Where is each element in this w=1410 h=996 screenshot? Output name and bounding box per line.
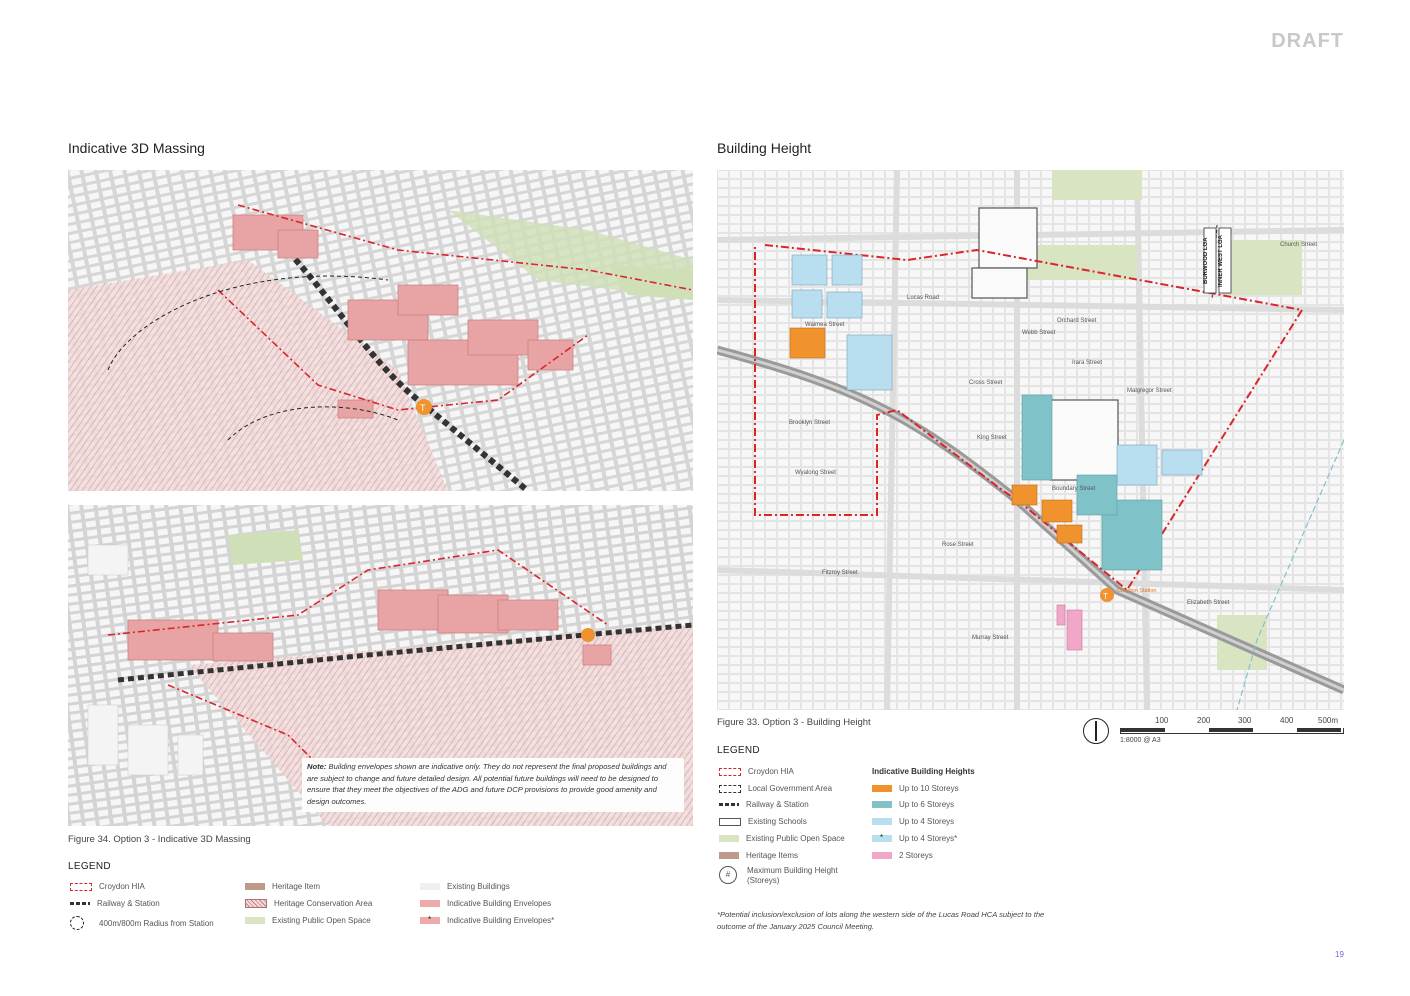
legend-existing-buildings: Existing Buildings xyxy=(420,882,510,891)
street-lucas: Lucas Road xyxy=(907,295,940,301)
legend-envelopes: Indicative Building Envelopes xyxy=(420,899,551,908)
right-legend-title: LEGEND xyxy=(717,745,760,756)
scale-tick-500: 500m xyxy=(1318,716,1339,725)
street-webb: Webb Street xyxy=(1022,330,1056,336)
legend-r-heritage: Heritage Items xyxy=(719,851,798,860)
legend-r-croydon-hia: Croydon HIA xyxy=(719,767,794,776)
building-height-map xyxy=(717,170,1344,710)
hca-swatch xyxy=(245,899,267,908)
envelope-swatch xyxy=(420,900,440,907)
building-height-title: Building Height xyxy=(717,140,812,156)
street-elizabeth: Elizabeth Street xyxy=(1187,600,1230,606)
existing-swatch xyxy=(420,883,440,890)
legend-h-4: Up to 4 Storeys xyxy=(872,817,954,826)
legend-envelopes-star: * Indicative Building Envelopes* xyxy=(420,916,554,925)
figure-33-caption: Figure 33. Option 3 - Building Height xyxy=(717,717,871,728)
railway-swatch xyxy=(719,803,739,806)
scale-tick-300: 300 xyxy=(1238,716,1252,725)
scale-tick-400: 400 xyxy=(1280,716,1294,725)
hia-swatch xyxy=(70,883,92,891)
pink-swatch xyxy=(872,852,892,859)
lightblue-swatch xyxy=(872,818,892,825)
heights-subtitle: Indicative Building Heights xyxy=(872,767,975,776)
open-space-swatch xyxy=(719,835,739,842)
legend-hca: Heritage Conservation Area xyxy=(245,899,372,908)
legend-r-lga: Local Government Area xyxy=(719,784,832,793)
street-irara: Irara Street xyxy=(1072,360,1103,366)
street-king: King Street xyxy=(977,435,1007,441)
school-swatch xyxy=(719,818,741,826)
left-legend-title: LEGEND xyxy=(68,861,111,872)
scale-bar xyxy=(1120,728,1344,734)
heritage-swatch xyxy=(245,883,265,890)
open-space-swatch xyxy=(245,917,265,924)
massing-note xyxy=(302,758,684,812)
legend-h-6: Up to 6 Storeys xyxy=(872,800,954,809)
street-waimea: Waimea Street xyxy=(805,322,845,328)
massing-title: Indicative 3D Massing xyxy=(68,140,205,156)
footnote: *Potential inclusion/exclusion of lots along the western side of the Lucas Road HCA subject to the outcome of the January 2025 Council Meeting. xyxy=(717,910,1045,931)
burwood-lga-label: BURWOOD LGA xyxy=(1203,237,1209,285)
scale-tick-200: 200 xyxy=(1197,716,1211,725)
hia-swatch xyxy=(719,768,741,776)
legend-r-railway: Railway & Station xyxy=(719,800,809,809)
page-number: 19 xyxy=(1335,950,1344,959)
railway-swatch xyxy=(70,902,90,905)
street-rose: Rose Street xyxy=(942,542,974,548)
street-boundary: Boundary Street xyxy=(1052,486,1096,492)
legend-h-4-star: * Up to 4 Storeys* xyxy=(872,834,957,843)
street-malgregor: Malgregor Street xyxy=(1127,388,1172,394)
legend-r-max-height: # Maximum Building Height (Storeys) xyxy=(719,866,862,886)
draft-watermark: DRAFT xyxy=(1271,30,1344,52)
street-church: Church Street xyxy=(1280,242,1318,248)
legend-radius: 400m/800m Radius from Station xyxy=(70,916,214,930)
teal-swatch xyxy=(872,801,892,808)
street-fitzroy: Fitzroy Street xyxy=(822,570,858,576)
massing-view-top xyxy=(68,170,693,491)
legend-h-10: Up to 10 Storeys xyxy=(872,784,959,793)
svg-text:T: T xyxy=(1103,592,1108,601)
heritage-swatch xyxy=(719,852,739,859)
scale-tick-100: 100 xyxy=(1155,716,1169,725)
svg-text:T: T xyxy=(420,403,426,413)
lga-swatch xyxy=(719,785,741,793)
legend-heritage-item: Heritage Item xyxy=(245,882,320,891)
street-wyalong: Wyalong Street xyxy=(795,470,836,476)
orange-swatch xyxy=(872,785,892,792)
legend-r-open-space: Existing Public Open Space xyxy=(719,834,845,843)
north-arrow-icon xyxy=(1083,718,1109,744)
figure-34-caption: Figure 34. Option 3 - Indicative 3D Massing xyxy=(68,834,251,845)
street-cross: Cross Street xyxy=(969,380,1003,386)
legend-r-schools: Existing Schools xyxy=(719,817,807,826)
radius-icon xyxy=(70,916,84,930)
innerwest-lga-label: INNER WEST LGA xyxy=(1218,235,1224,287)
croydon-station-label: Croydon Station xyxy=(1117,588,1157,594)
max-height-icon: # xyxy=(719,866,737,884)
envelope-star-swatch: * xyxy=(420,917,440,924)
legend-croydon-hia: Croydon HIA xyxy=(70,882,145,891)
street-orchard: Orchard Street xyxy=(1057,318,1097,324)
street-murray: Murray Street xyxy=(972,635,1009,641)
legend-open-space: Existing Public Open Space xyxy=(245,916,371,925)
scale-ratio: 1:8000 @ A3 xyxy=(1120,737,1161,744)
note-text: Building envelopes shown are indicative only. They do not represent the final proposed buildings and are subject to change and future detailed design. All potential future buildings will need to be designed to ensure that they meet the objectives of the ADG and future DCP provisions to provide good amenity and design outcomes. xyxy=(307,762,667,806)
street-brooklyn: Brooklyn Street xyxy=(789,420,831,426)
legend-railway: Railway & Station xyxy=(70,899,160,908)
legend-h-2: 2 Storeys xyxy=(872,851,933,860)
lightblue-star-swatch: * xyxy=(872,835,892,842)
note-label: Note: xyxy=(307,762,327,771)
